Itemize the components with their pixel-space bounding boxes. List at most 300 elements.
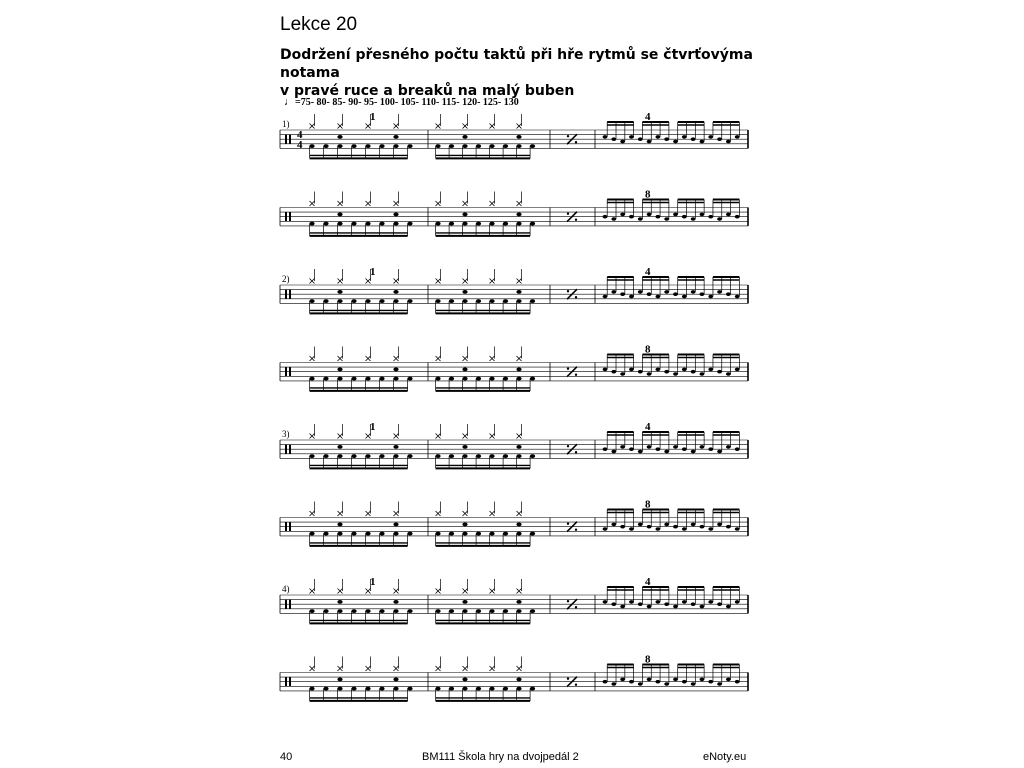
bass-note <box>365 609 370 613</box>
snare-note <box>708 295 713 299</box>
bass-note <box>351 222 356 226</box>
snare-note <box>682 527 687 531</box>
snare-note <box>516 135 521 139</box>
snare-note <box>611 602 616 606</box>
percussion-clef-icon <box>285 677 287 686</box>
snare-note <box>691 370 696 374</box>
snare-note <box>638 217 643 221</box>
snare-note <box>655 135 660 139</box>
repeat-dot <box>567 290 569 292</box>
lesson-title: Lekce 20 <box>280 14 358 35</box>
bass-note <box>489 687 494 691</box>
snare-note <box>700 372 705 376</box>
snare-note <box>620 605 625 609</box>
snare-note <box>462 523 467 527</box>
snare-note <box>462 678 467 682</box>
snare-note <box>726 372 731 376</box>
bass-note <box>462 687 467 691</box>
bass-note <box>503 687 508 691</box>
bass-note <box>393 222 398 226</box>
snare-note <box>611 450 616 454</box>
bass-note <box>449 222 454 226</box>
snare-note <box>682 135 687 139</box>
bass-note <box>351 299 356 303</box>
break-measure-number: 4 <box>645 111 651 123</box>
snare-note <box>638 602 643 606</box>
snare-note <box>673 678 678 682</box>
break-measure-number: 8 <box>645 498 651 511</box>
snare-note <box>682 600 687 604</box>
heading-line-2: v pravé ruce a breaků na malý buben <box>280 83 575 99</box>
snare-note <box>462 135 467 139</box>
repeat-dot <box>575 219 577 221</box>
bass-note <box>462 609 467 613</box>
bass-note <box>365 532 370 536</box>
percussion-clef-icon <box>289 522 291 531</box>
snare-note <box>691 602 696 606</box>
snare-note <box>726 213 731 217</box>
bass-note <box>462 299 467 303</box>
snare-note <box>647 605 652 609</box>
snare-note <box>462 600 467 604</box>
repeat-dot <box>567 368 569 370</box>
snare-note <box>655 295 660 299</box>
snare-note <box>708 527 713 531</box>
repeat-dot <box>575 374 577 376</box>
snare-note <box>516 523 521 527</box>
percussion-clef-icon <box>289 290 291 299</box>
snare-note <box>611 217 616 221</box>
snare-note <box>629 680 634 684</box>
bass-note <box>435 299 440 303</box>
bass-note <box>530 609 535 613</box>
bass-note <box>337 532 342 536</box>
bass-note <box>407 454 412 458</box>
snare-note <box>647 213 652 217</box>
bass-note <box>476 299 481 303</box>
exercise-number: 1) <box>282 119 290 129</box>
snare-note <box>673 445 678 449</box>
bass-note <box>489 222 494 226</box>
snare-note <box>638 450 643 454</box>
bass-note <box>309 454 314 458</box>
staff-system <box>280 266 748 313</box>
snare-note <box>673 292 678 296</box>
snare-note <box>393 368 398 372</box>
repeat-dot <box>567 523 569 525</box>
heading-line-1: Dodržení přesného počtu taktů při hře rytmů se čtvrťovýma notama <box>280 47 753 81</box>
snare-note <box>603 600 608 604</box>
snare-note <box>691 682 696 686</box>
bass-note <box>365 454 370 458</box>
bass-note <box>407 377 412 381</box>
bass-note <box>503 609 508 613</box>
measure-number: 1 <box>370 421 376 433</box>
snare-note <box>717 137 722 141</box>
bass-note <box>379 377 384 381</box>
snare-note <box>620 525 625 529</box>
snare-note <box>629 600 634 604</box>
snare-note <box>337 213 342 217</box>
snare-note <box>516 290 521 294</box>
bass-note <box>476 222 481 226</box>
snare-note <box>735 295 740 299</box>
snare-note <box>393 678 398 682</box>
bass-note <box>489 454 494 458</box>
snare-note <box>691 217 696 221</box>
snare-note <box>611 137 616 141</box>
snare-note <box>638 682 643 686</box>
score-systems <box>270 100 760 720</box>
snare-note <box>647 678 652 682</box>
snare-note <box>700 213 705 217</box>
snare-note <box>700 445 705 449</box>
bass-note <box>309 609 314 613</box>
snare-note <box>655 215 660 219</box>
snare-note <box>735 527 740 531</box>
snare-note <box>664 602 669 606</box>
bass-note <box>337 144 342 148</box>
bass-note <box>309 299 314 303</box>
snare-note <box>726 678 731 682</box>
snare-note <box>717 290 722 294</box>
snare-note <box>620 292 625 296</box>
lesson-heading <box>280 46 800 100</box>
snare-note <box>717 370 722 374</box>
repeat-dot <box>575 296 577 298</box>
bass-note <box>435 687 440 691</box>
snare-note <box>393 213 398 217</box>
bass-note <box>351 609 356 613</box>
snare-note <box>700 525 705 529</box>
tempo-values: =75- 80- 85- 90- 95- 100- 105- 110- 115- 120- 125- 130 <box>295 97 519 108</box>
snare-note <box>516 445 521 449</box>
bass-note <box>323 377 328 381</box>
bass-note <box>407 609 412 613</box>
bass-note <box>393 144 398 148</box>
repeat-dot <box>575 606 577 608</box>
bass-note <box>503 454 508 458</box>
staff-system <box>280 576 748 623</box>
snare-note <box>700 605 705 609</box>
snare-note <box>700 292 705 296</box>
bass-note <box>379 532 384 536</box>
bass-note <box>476 454 481 458</box>
snare-note <box>735 215 740 219</box>
bass-note <box>351 532 356 536</box>
bass-note <box>449 377 454 381</box>
repeat-dot <box>567 678 569 680</box>
exercise-number: 3) <box>282 429 290 439</box>
snare-note <box>638 137 643 141</box>
snare-note <box>629 135 634 139</box>
snare-note <box>393 523 398 527</box>
bass-note <box>407 299 412 303</box>
snare-note <box>717 450 722 454</box>
bass-note <box>516 299 521 303</box>
bass-note <box>435 377 440 381</box>
bass-note <box>476 144 481 148</box>
bass-note <box>379 454 384 458</box>
snare-note <box>611 682 616 686</box>
book-title: BM111 Škola hry na dvojpedál 2 <box>422 751 579 763</box>
snare-note <box>462 368 467 372</box>
bass-note <box>323 299 328 303</box>
snare-note <box>726 292 731 296</box>
exercise-number: 2) <box>282 274 290 284</box>
bass-note <box>393 687 398 691</box>
staff-system <box>280 344 748 391</box>
snare-note <box>726 140 731 144</box>
snare-note <box>516 678 521 682</box>
break-measure-number: 8 <box>645 188 651 201</box>
bass-note <box>309 222 314 226</box>
bass-note <box>351 144 356 148</box>
bass-note <box>323 454 328 458</box>
snare-note <box>735 135 740 139</box>
bass-note <box>530 222 535 226</box>
snare-note <box>673 140 678 144</box>
snare-note <box>393 135 398 139</box>
bass-note <box>516 532 521 536</box>
snare-note <box>682 215 687 219</box>
bass-note <box>351 687 356 691</box>
repeat-dot <box>567 600 569 602</box>
bass-note <box>435 222 440 226</box>
bass-note <box>476 609 481 613</box>
snare-note <box>647 292 652 296</box>
snare-note <box>700 678 705 682</box>
bass-note <box>407 687 412 691</box>
bass-note <box>516 377 521 381</box>
bass-note <box>365 144 370 148</box>
publisher-name: eNoty.eu <box>703 751 747 763</box>
bass-note <box>393 454 398 458</box>
bass-note <box>530 299 535 303</box>
snare-note <box>664 290 669 294</box>
snare-note <box>603 447 608 451</box>
staff-system <box>280 654 748 701</box>
staff-system <box>280 111 748 158</box>
percussion-clef-icon <box>289 600 291 609</box>
snare-note <box>664 217 669 221</box>
snare-note <box>462 290 467 294</box>
snare-note <box>655 368 660 372</box>
bass-note <box>393 377 398 381</box>
bass-note <box>323 222 328 226</box>
snare-note <box>516 600 521 604</box>
snare-note <box>708 600 713 604</box>
repeat-dot <box>575 684 577 686</box>
snare-note <box>726 525 731 529</box>
bass-note <box>462 144 467 148</box>
bass-note <box>309 377 314 381</box>
snare-note <box>735 447 740 451</box>
snare-note <box>620 213 625 217</box>
bass-note <box>435 454 440 458</box>
snare-note <box>337 523 342 527</box>
bass-note <box>365 687 370 691</box>
bass-note <box>337 299 342 303</box>
snare-note <box>682 368 687 372</box>
snare-note <box>647 445 652 449</box>
bass-note <box>323 609 328 613</box>
bass-note <box>337 222 342 226</box>
bass-note <box>476 687 481 691</box>
snare-note <box>691 290 696 294</box>
measure-number: 1 <box>370 576 376 588</box>
snare-note <box>647 140 652 144</box>
snare-note <box>735 368 740 372</box>
snare-note <box>620 372 625 376</box>
snare-note <box>620 678 625 682</box>
bass-note <box>393 532 398 536</box>
percussion-clef-icon <box>289 445 291 454</box>
staff-system <box>280 499 748 546</box>
bass-note <box>435 532 440 536</box>
bass-note <box>476 532 481 536</box>
staff-system <box>280 189 748 236</box>
measure-number: 1 <box>370 111 376 123</box>
bass-note <box>351 454 356 458</box>
percussion-clef-icon <box>289 135 291 144</box>
bass-note <box>516 687 521 691</box>
snare-note <box>647 525 652 529</box>
bass-note <box>530 454 535 458</box>
bass-note <box>489 377 494 381</box>
snare-note <box>337 678 342 682</box>
snare-note <box>393 445 398 449</box>
snare-note <box>603 368 608 372</box>
snare-note <box>629 215 634 219</box>
break-measure-number: 8 <box>645 343 651 356</box>
exercise-number: 4) <box>282 584 290 594</box>
snare-note <box>664 137 669 141</box>
percussion-clef-icon <box>285 445 287 454</box>
snare-note <box>682 680 687 684</box>
percussion-clef-icon <box>285 290 287 299</box>
snare-note <box>708 368 713 372</box>
snare-note <box>673 213 678 217</box>
bass-note <box>462 454 467 458</box>
repeat-dot <box>575 529 577 531</box>
percussion-clef-icon <box>285 600 287 609</box>
snare-note <box>337 135 342 139</box>
percussion-clef-icon <box>285 212 287 221</box>
quarter-note-icon: ♩ <box>284 96 295 108</box>
bass-note <box>365 222 370 226</box>
snare-note <box>337 368 342 372</box>
snare-note <box>647 372 652 376</box>
bass-note <box>516 609 521 613</box>
bass-note <box>516 222 521 226</box>
snare-note <box>708 447 713 451</box>
bass-note <box>476 377 481 381</box>
snare-note <box>717 523 722 527</box>
snare-note <box>638 290 643 294</box>
bass-note <box>323 144 328 148</box>
bass-note <box>323 687 328 691</box>
snare-note <box>603 295 608 299</box>
snare-note <box>655 600 660 604</box>
snare-note <box>708 215 713 219</box>
bass-note <box>503 144 508 148</box>
break-measure-number: 4 <box>645 576 651 588</box>
snare-note <box>664 450 669 454</box>
repeat-dot <box>567 445 569 447</box>
bass-note <box>351 377 356 381</box>
snare-note <box>673 605 678 609</box>
bass-note <box>503 222 508 226</box>
snare-note <box>462 213 467 217</box>
bass-note <box>449 454 454 458</box>
break-measure-number: 8 <box>645 653 651 666</box>
snare-note <box>726 605 731 609</box>
bass-note <box>503 532 508 536</box>
snare-note <box>629 295 634 299</box>
bass-note <box>407 222 412 226</box>
bass-note <box>365 377 370 381</box>
bass-note <box>393 609 398 613</box>
snare-note <box>611 370 616 374</box>
bass-note <box>449 144 454 148</box>
bass-note <box>516 144 521 148</box>
break-measure-number: 4 <box>645 421 651 433</box>
snare-note <box>603 135 608 139</box>
bass-note <box>530 377 535 381</box>
bass-note <box>379 687 384 691</box>
bass-note <box>435 144 440 148</box>
snare-note <box>638 370 643 374</box>
snare-note <box>655 447 660 451</box>
percussion-clef-icon <box>289 212 291 221</box>
bass-note <box>309 532 314 536</box>
bass-note <box>449 532 454 536</box>
snare-note <box>664 370 669 374</box>
bass-note <box>503 377 508 381</box>
bass-note <box>337 687 342 691</box>
snare-note <box>603 215 608 219</box>
bass-note <box>462 377 467 381</box>
snare-note <box>611 290 616 294</box>
snare-note <box>664 682 669 686</box>
bass-note <box>407 532 412 536</box>
snare-note <box>629 447 634 451</box>
bass-note <box>489 609 494 613</box>
snare-note <box>691 137 696 141</box>
bass-note <box>379 609 384 613</box>
snare-note <box>462 445 467 449</box>
snare-note <box>726 445 731 449</box>
percussion-clef-icon <box>285 367 287 376</box>
bass-note <box>309 144 314 148</box>
snare-note <box>337 445 342 449</box>
snare-note <box>393 600 398 604</box>
repeat-dot <box>575 141 577 143</box>
snare-note <box>337 600 342 604</box>
snare-note <box>629 527 634 531</box>
bass-note <box>462 222 467 226</box>
snare-note <box>717 217 722 221</box>
snare-note <box>629 368 634 372</box>
bass-note <box>449 609 454 613</box>
snare-note <box>620 445 625 449</box>
page-number: 40 <box>280 751 293 763</box>
time-signature-bottom: 4 <box>297 139 303 151</box>
snare-note <box>638 523 643 527</box>
snare-note <box>655 680 660 684</box>
snare-note <box>691 450 696 454</box>
